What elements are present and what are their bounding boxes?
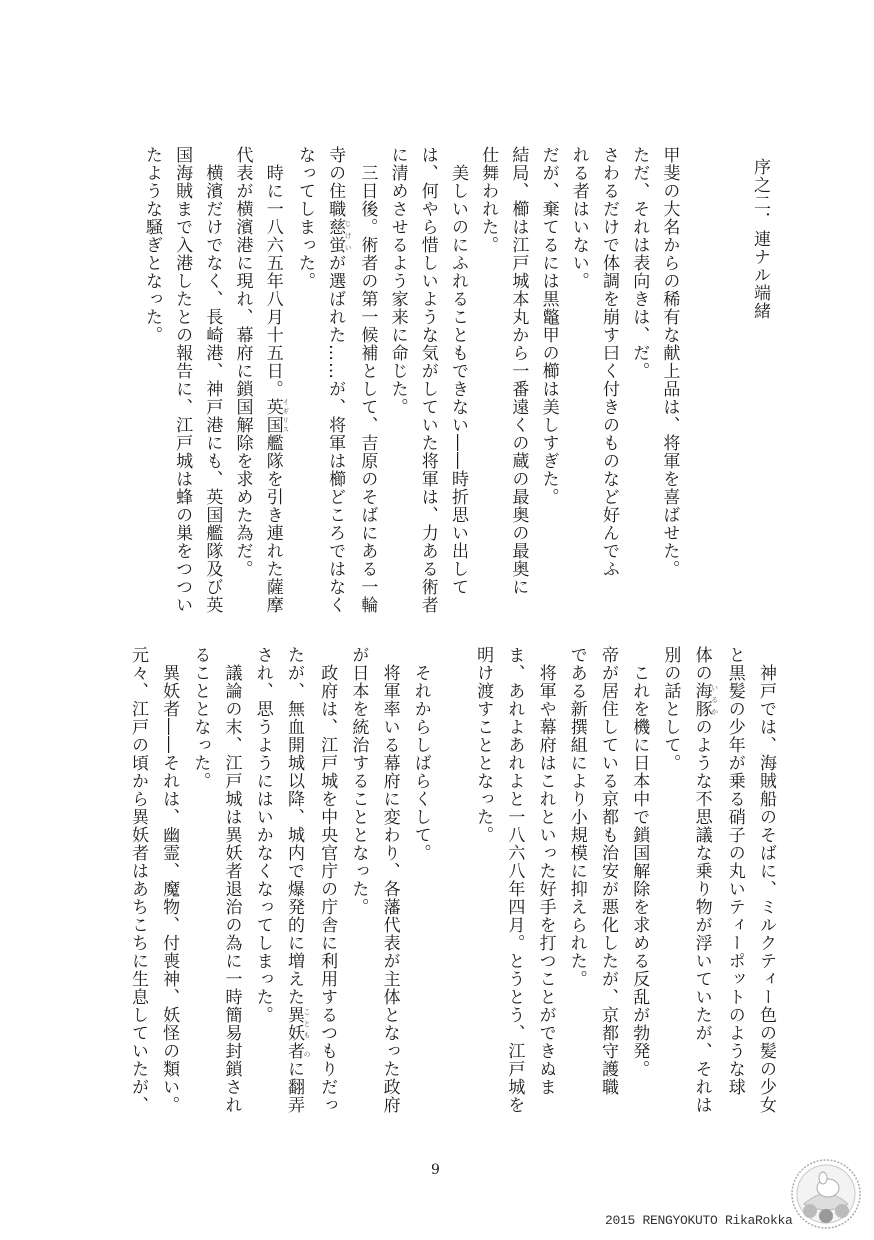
text-segment: ま、あれよあれよと一八六八年四月。とうとう、江戸城を [504,646,525,1114]
text-line [624,146,654,616]
text-line [311,646,342,1126]
text-segment: 三日後。術者の第一候補として、吉原のそばにある一輪 [357,146,378,614]
text-line [320,146,352,616]
text-line [215,646,246,1126]
text-line [592,646,623,1126]
text-line [413,146,443,616]
text-line [533,146,563,616]
text-segment: が日本を統治することとなった。 [348,646,369,916]
ruby-reading: いるか [710,682,719,718]
text-line [352,146,382,616]
text-segment: たが、無血開城以降、城内で爆発的に増えた [283,646,304,1006]
ruby-annotated-word [325,218,353,254]
text-line [137,146,167,616]
text-segment: に翻弄 [283,1060,304,1114]
text-line [564,146,594,616]
text-segment: 仕舞われた。 [478,146,499,254]
text-line [382,146,412,616]
text-segment: 将軍率いる幕府に変わり、各藩代表が主体となった政府 [379,646,400,1114]
text-segment: 横濱だけでなく、長崎港、神戸港にも、英国艦隊及び英 [202,146,223,614]
text-segment: 政府は、江戸城を中央官庁の庁舎に利用するつもりだっ [317,646,338,1114]
text-line [594,146,624,616]
text-line [184,646,215,1126]
text-segment: 寺の住職 [325,146,346,218]
text-line [342,646,373,1126]
text-segment: が選ばれた……が、将軍は櫛どころではなく [325,254,346,614]
text-line [122,646,153,1126]
text-segment: さわるだけで体調を崩す曰く付きのものなど好んでふ [598,146,619,578]
ruby-annotated-word [691,682,719,718]
text-segment: 将軍や幕府はこれといった好手を打つことができぬま [535,646,556,1096]
text-segment: これを機に日本中で鎖国解除を求める反乱が勃発。 [629,646,650,1078]
text-segment: 代表が横濱港に現れ、幕府に鎖国解除を求めた為だ。 [232,146,253,578]
page-number: 9 [431,1162,440,1178]
ruby-base: 異妖者 [283,1006,304,1060]
text-segment: だが、棄てるには黒鼈甲の櫛は美しすぎた。 [538,146,559,506]
ruby-base: 慈蛍 [325,218,346,254]
chapter-title: 序之二．連ナル端緒 [750,158,770,320]
text-segment: ただ、それは表向きは、だ。 [629,146,650,380]
text-line [654,646,685,1126]
text-segment: それからしばらくして。 [410,646,431,862]
ruby-annotated-word [283,1006,311,1060]
text-line [467,646,498,1126]
text-segment: 帝が居住している京都も治安が悪化したが、京都守護職 [597,646,618,1096]
upper-text-block [137,146,775,616]
text-line [290,146,320,616]
text-segment: と黒髪の少年が乗る硝子の丸いティーポットのような球 [724,646,745,1096]
text-line [623,646,654,1126]
text-line [654,146,684,616]
text-line [167,146,197,616]
text-line [227,146,257,616]
text-segment: ることとなった。 [190,646,211,790]
text-segment: 明け渡すこととなった。 [473,646,494,844]
ruby-reading: じけい [344,218,353,254]
text-line [529,646,560,1126]
ruby-annotated-word [262,398,290,434]
text-segment: 時に一八六五年八月十五日。 [262,146,283,398]
circle-seal-logo [790,1158,862,1230]
text-segment: 艦隊を引き連れた薩摩 [262,434,283,614]
text-line [278,646,311,1126]
lower-text-block [122,646,781,1126]
footer-credit: 2015 RENGYOKUTO RikaRokka [605,1213,793,1228]
text-segment: 結局、櫛は江戸城本丸から一番遠くの蔵の最奥の最奥に [508,146,529,596]
text-segment: なってしまった。 [294,146,315,290]
text-segment: 国海賊まで入港したとの報告に、江戸城は蜂の巣をつつい [172,146,193,614]
text-line [258,146,290,616]
text-segment: である新撰組により小規模に抑えられた。 [566,646,587,988]
text-segment: のような不思議な乗り物が浮いていたが、それは [691,718,712,1114]
text-line [498,646,529,1126]
text-line [247,646,278,1126]
text-line [503,146,533,616]
text-line [443,146,473,616]
text-segment: され、思うようにはいかなくなってしまった。 [252,646,273,1024]
text-segment: 議論の末、江戸城は異妖者退治の為に一時簡易封鎖され [221,646,242,1114]
text-line [719,646,750,1126]
text-segment: は、何やら惜しいような気がしていた将軍は、力ある術者 [417,146,438,614]
text-segment: 美しいのにふれることもできない――時折思い出して [447,146,468,596]
text-line [561,646,592,1126]
ruby-reading: イギリス [281,398,290,434]
text-segment: 甲斐の大名からの稀有な献上品は、将軍を喜ばせた。 [659,146,680,578]
text-segment: れる者はいない。 [568,146,589,290]
text-segment: 体の [691,646,712,682]
text-segment: 別の話として。 [660,646,681,772]
ruby-reading: ことも の [302,1006,311,1060]
text-segment: 神戸では、海賊船のそばに、ミルクティー色の髪の少女 [756,646,776,1114]
text-line [373,646,404,1126]
text-segment: 異妖者――それは、幽霊、魔物、付喪神、妖怪の類い。 [159,646,180,1114]
text-segment: たような騒ぎとなった。 [141,146,162,344]
text-line [473,146,503,616]
text-line [405,646,436,1126]
text-line [685,646,718,1126]
ruby-base: 海豚 [691,682,712,718]
text-line [153,646,184,1126]
blank-column [715,146,745,616]
text-line [197,146,227,616]
ruby-base: 英国 [262,398,283,434]
text-segment: に清めさせるよう家来に命じた。 [387,146,408,416]
text-segment: 元々、江戸の頃から異妖者はあちこちに生息していたが、 [127,646,148,1114]
blank-column [684,146,714,616]
blank-column [436,646,467,1126]
text-line [750,646,781,1126]
